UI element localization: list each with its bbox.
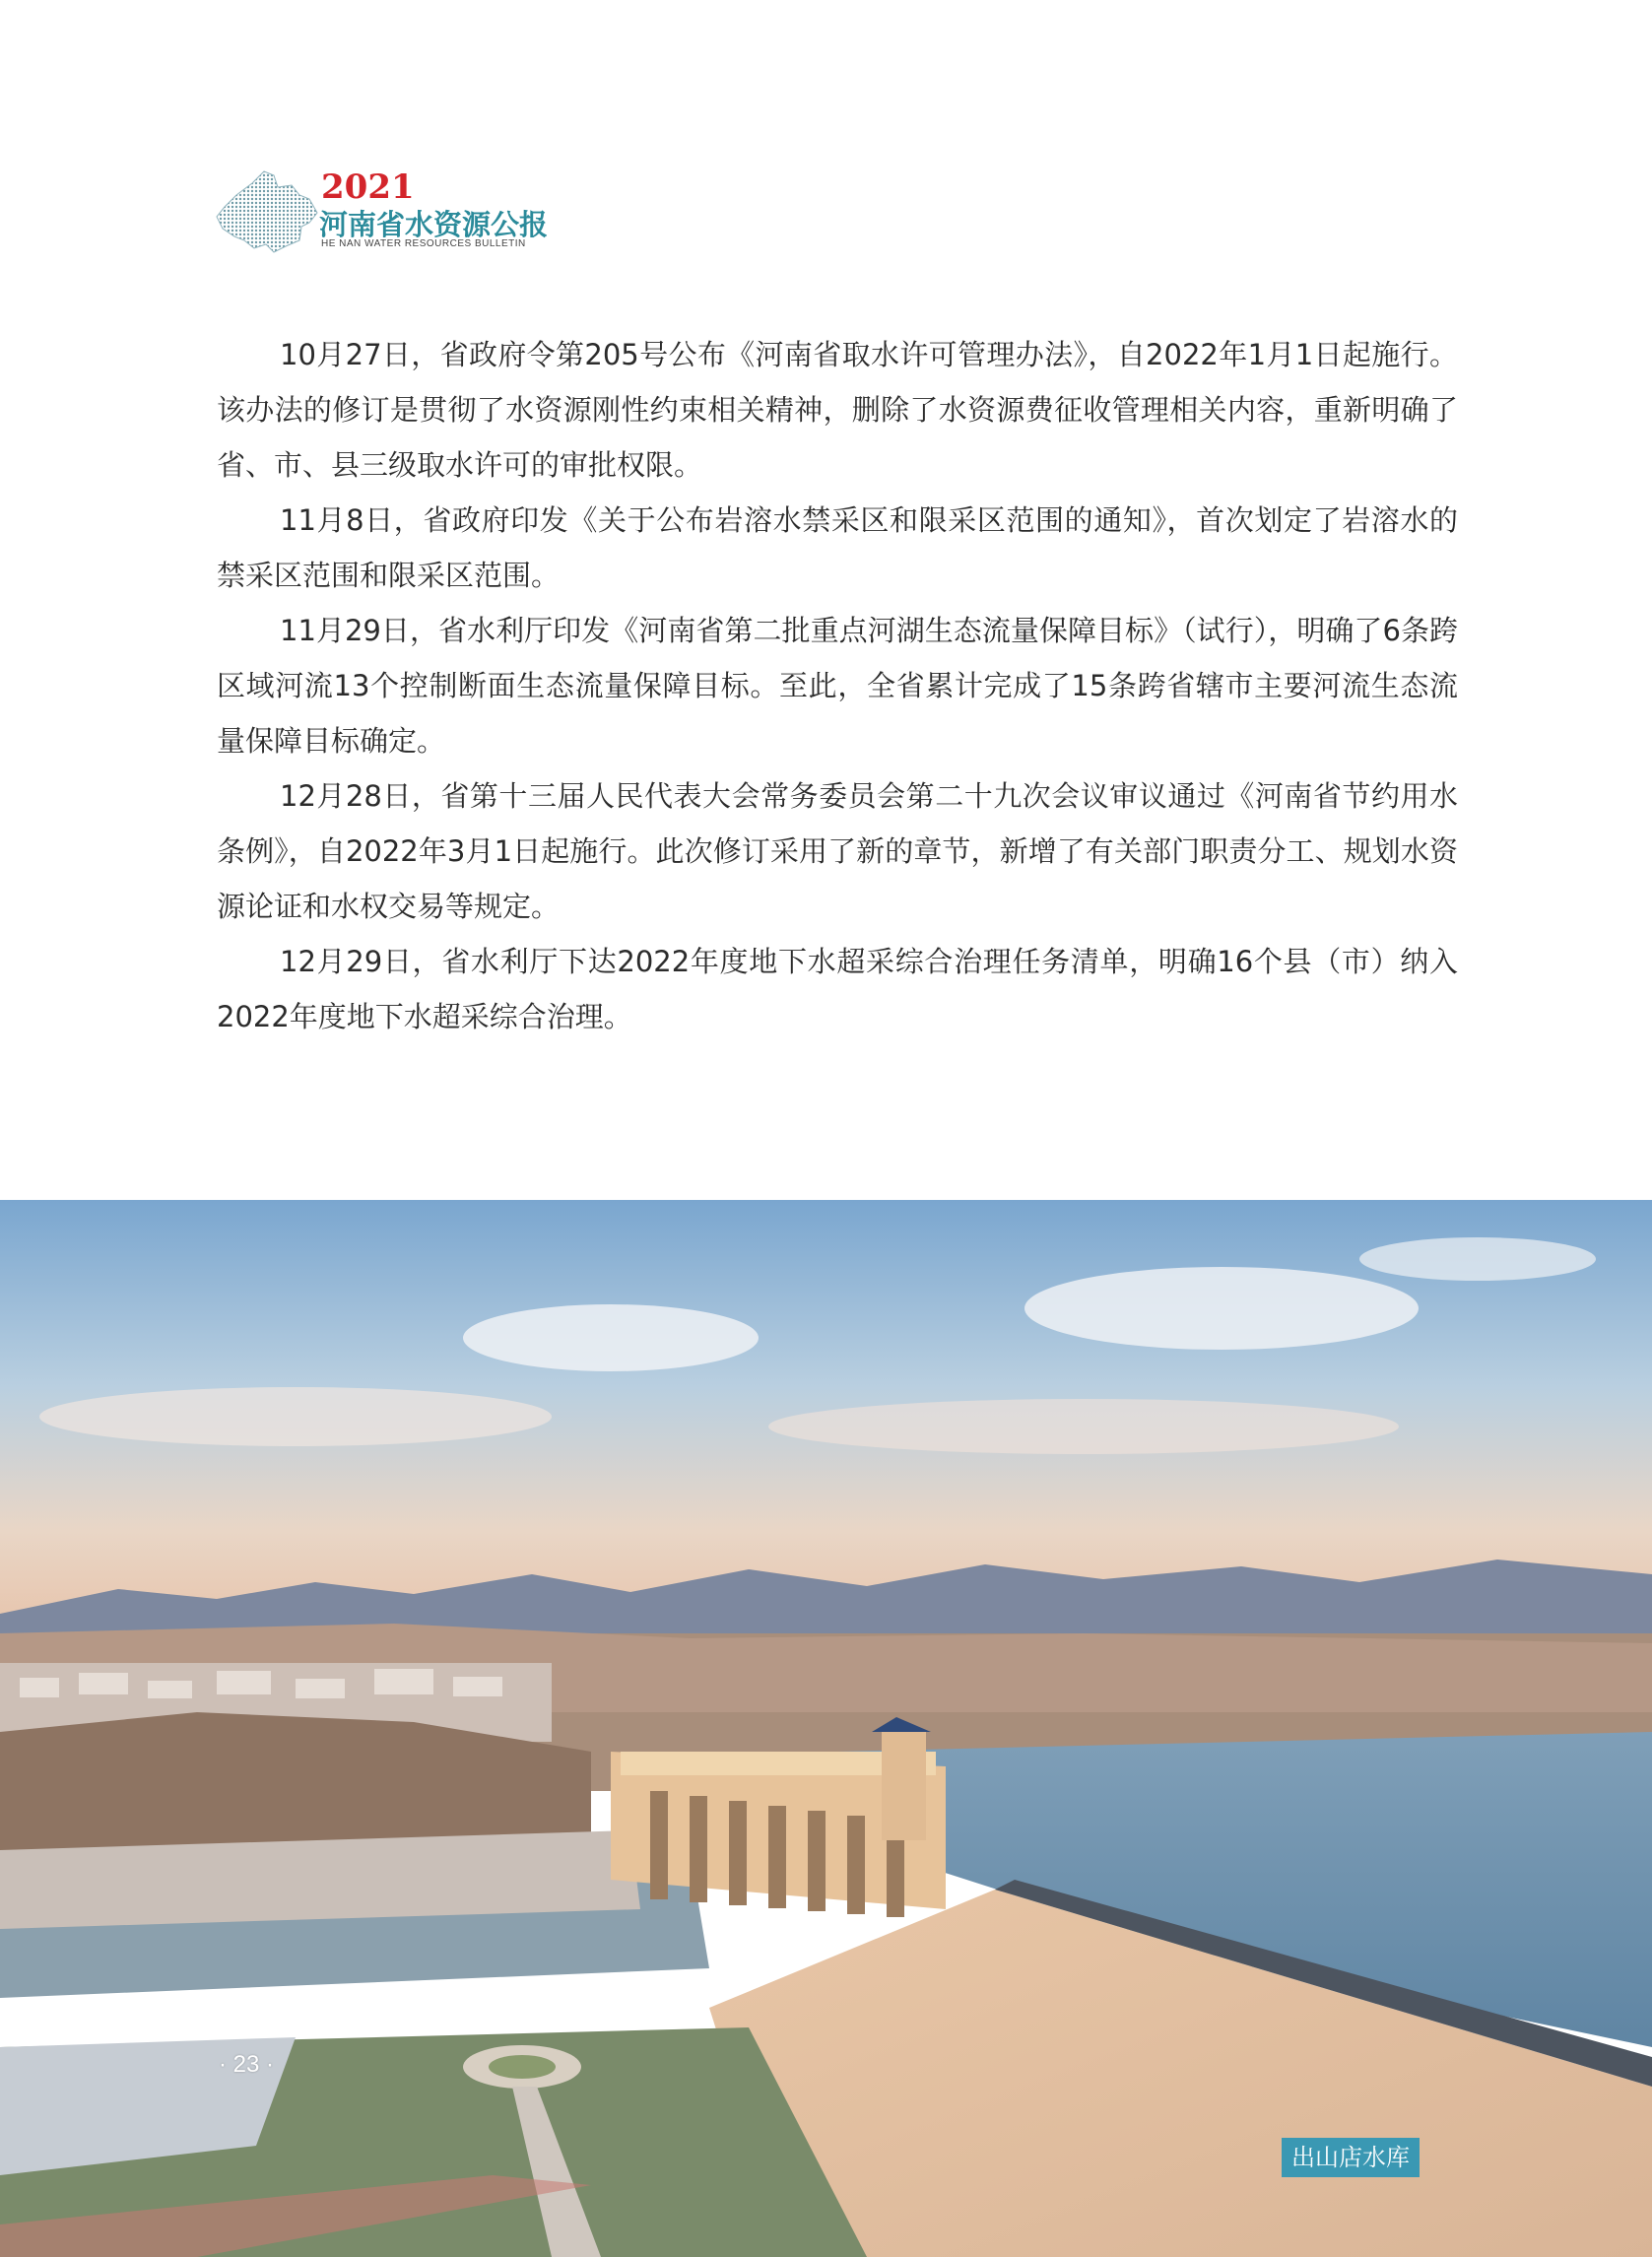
bulletin-title: 河南省水资源公报 (319, 208, 549, 241)
henan-map-logo-icon (215, 166, 323, 256)
paragraph: 10月27日，省政府令第205号公布《河南省取水许可管理办法》，自2022年1月1日起施行。该办法的修订是贯彻了水资源刚性约束相关精神，删除了水资源费征收管理相关内容，重新明确了省、市、县三级取水许可的审批权限。 (217, 338, 1458, 482)
paragraph: 12月28日，省第十三届人民代表大会常务委员会第二十九次会议审议通过《河南省节约用水条例》，自2022年3月1日起施行。此次修订采用了新的章节，新增了有关部门职责分工、规划水资源论证和水权交易等规定。 (217, 779, 1458, 923)
reservoir-illustration (0, 1200, 1652, 2257)
paragraph: 11月8日，省政府印发《关于公布岩溶水禁采区和限采区范围的通知》，首次划定了岩溶水的禁采区范围和限采区范围。 (217, 503, 1458, 592)
paragraph: 12月29日，省水利厅下达2022年度地下水超采综合治理任务清单，明确16个县（市）纳入2022年度地下水超采综合治理。 (217, 945, 1458, 1033)
bulletin-title-english: HE NAN WATER RESOURCES BULLETIN (321, 238, 526, 249)
bulletin-header (215, 166, 550, 256)
paragraph: 11月29日，省水利厅印发《河南省第二批重点河湖生态流量保障目标》（试行），明确了6条跨区域河流13个控制断面生态流量保障目标。至此，全省累计完成了15条跨省辖市主要河流生态流量保障目标确定。 (217, 614, 1458, 758)
photo-caption: 出山店水库 (1282, 2138, 1420, 2177)
report-year: 2021 (321, 167, 415, 207)
page-number: · 23 · (219, 2051, 275, 2078)
reservoir-photo (0, 1200, 1652, 2257)
body-text (217, 327, 1458, 1044)
